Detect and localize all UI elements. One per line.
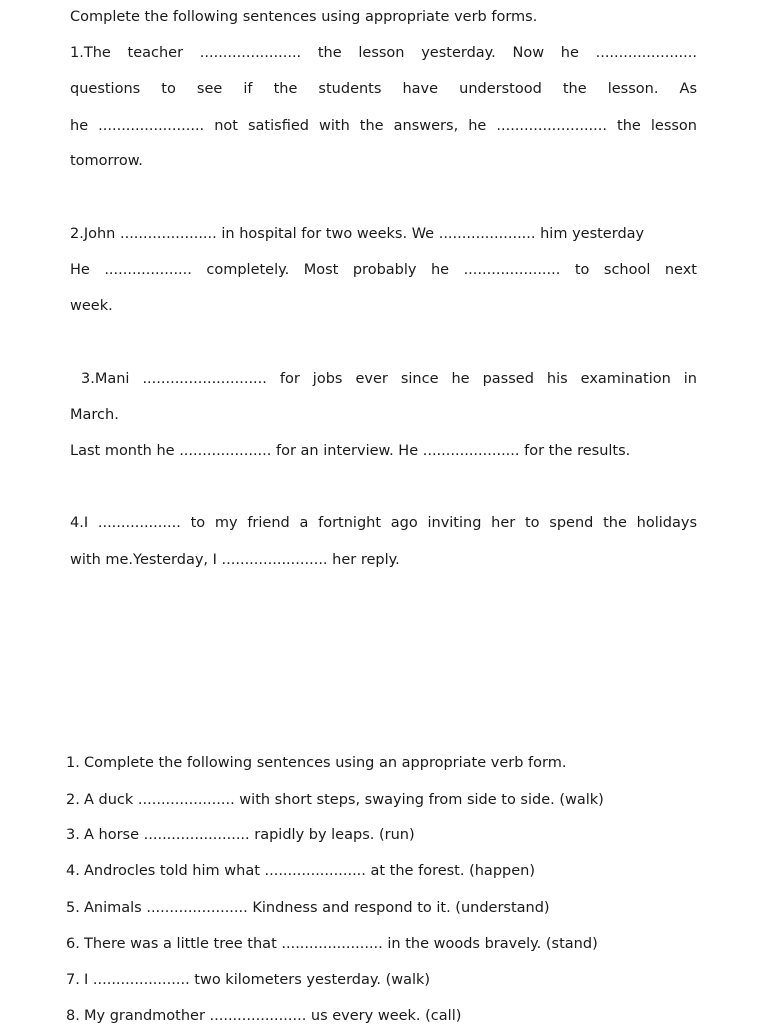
item-number: 6. xyxy=(66,936,80,952)
item-text: I ..................... two kilometers yesterday. (walk) xyxy=(84,972,431,988)
q1-line-4: tomorrow. xyxy=(70,153,143,169)
q3-line-1: 3.Mani ........................... for jobs ever since he passed his examination in xyxy=(81,371,697,387)
q2-line-1: 2.John ..................... in hospital for two weeks. We ..................... him yesterday xyxy=(70,226,645,242)
q4-line-2: with me.Yesterday, I ....................... her reply. xyxy=(70,552,400,568)
item-text: My grandmother ..................... us every week. (call) xyxy=(84,1008,462,1024)
item-number: 5. xyxy=(66,900,80,916)
q3-line-2: March. xyxy=(70,407,119,423)
item-number: 1. xyxy=(66,755,80,771)
q4-line-1: 4.I .................. to my friend a fortnight ago inviting her to spend the holidays xyxy=(70,515,697,531)
item-number: 4. xyxy=(66,863,80,879)
item-text: Androcles told him what ...................... at the forest. (happen) xyxy=(84,863,535,879)
instruction-heading: Complete the following sentences using appropriate verb forms. xyxy=(70,9,538,25)
item-number: 3. xyxy=(66,827,80,843)
q3-line-3: Last month he .................... for an interview. He ..................... for the results. xyxy=(70,443,631,459)
q2-line-2: He ................... completely. Most probably he ..................... to school next xyxy=(70,262,697,278)
q1-line-1: 1.The teacher ...................... the lesson yesterday. Now he ...................... xyxy=(70,45,697,61)
item-text: A horse ....................... rapidly by leaps. (run) xyxy=(84,827,415,843)
item-number: 2. xyxy=(66,792,80,808)
item-text: Complete the following sentences using an appropriate verb form. xyxy=(84,755,567,771)
item-text: A duck ..................... with short steps, swaying from side to side. (walk) xyxy=(84,792,604,808)
item-number: 7. xyxy=(66,972,80,988)
item-text: There was a little tree that ...................... in the woods bravely. (stand) xyxy=(84,936,598,952)
q1-line-2: questions to see if the students have understood the lesson. As xyxy=(70,81,697,97)
q1-line-3: he ....................... not satisfied with the answers, he ........................ the lesson xyxy=(70,118,697,134)
item-number: 8. xyxy=(66,1008,80,1024)
item-text: Animals ...................... Kindness and respond to it. (understand) xyxy=(84,900,550,916)
q2-line-3: week. xyxy=(70,298,113,314)
